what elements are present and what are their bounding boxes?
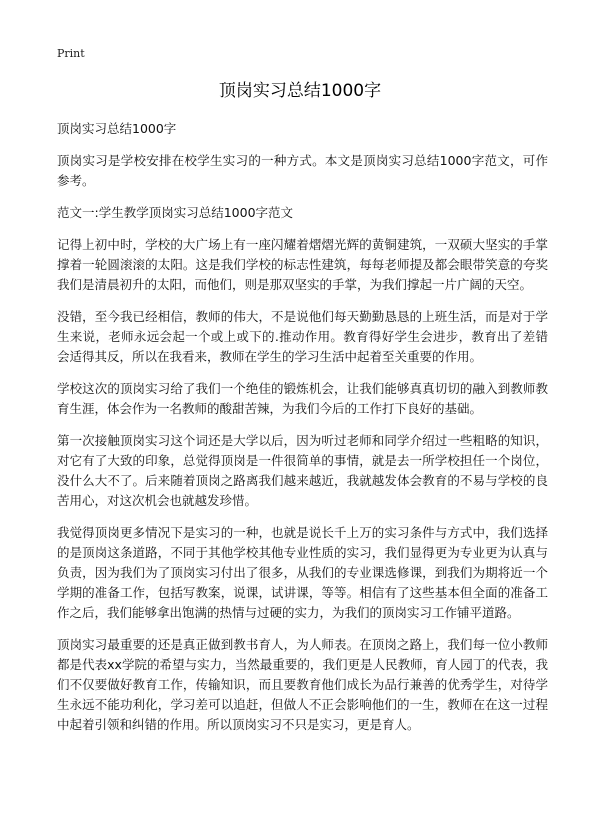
print-link[interactable]: Print xyxy=(57,47,85,60)
paragraph-body-5: 我觉得顶岗更多情况下是实习的一种，也就是说长千上万的实习条件与方式中，我们选择的是顶岗这条道路，不同于其他学校其他专业性质的实习，我们显得更为专业更为认真与负责，因为我们为了顶岗实习付出了很多，从我们的专业课选修课，到我们为期将近一个学期的准备工作，包括写教案，说课，试讲课，等等。相信有了这些基本但全面的准备工作之后，我们能够拿出饱满的热情与过硬的实力，为我们的顶岗实习工作铺平道路。 xyxy=(57,525,548,620)
paragraph-subtitle: 顶岗实习总结1000字 xyxy=(57,121,177,136)
paragraph-sample-heading: 范文一:学生教学顶岗实习总结1000字范文 xyxy=(57,205,294,220)
paragraph-body-1: 记得上初中时，学校的大广场上有一座闪耀着熠熠光辉的黄铜建筑，一双硕大坚实的手掌撑着一轮圆滚滚的太阳。这是我们学校的标志性建筑，每每老师提及都会眼带笑意的夸奖我们是清晨初升的太阳，而他们，则是那双坚实的手掌，为我们撑起一片广阔的天空。 xyxy=(57,237,548,292)
paragraph-body-4: 第一次接触顶岗实习这个词还是大学以后，因为听过老师和同学介绍过一些粗略的知识，对它有了大致的印象，总觉得顶岗是一件很简单的事情，就是去一所学校担任一个岗位，没什么大不了。后来随着顶岗之路离我们越来越近，我就越发体会教育的不易与学校的良苦用心，对这次机会也就越发珍惜。 xyxy=(57,433,548,508)
paragraph-body-2: 没错，至今我已经相信，教师的伟大，不是说他们每天勤勤恳恳的上班生活，而是对于学生来说，老师永远会起一个或上或下的.推动作用。教育得好学生会进步，教育出了差错会适得其反，所以在我看来，教师在学生的学习生活中起着至关重要的作用。 xyxy=(57,309,548,364)
page-title: 顶岗实习总结1000字 xyxy=(218,81,382,101)
paragraph-intro: 顶岗实习是学校安排在校学生实习的一种方式。本文是顶岗实习总结1000字范文，可作参考。 xyxy=(57,153,548,188)
article-body xyxy=(57,119,548,747)
paragraph-body-6: 顶岗实习最重要的还是真正做到教书育人，为人师表。在顶岗之路上，我们每一位小教师都是代表xx学院的希望与实力，当然最重要的，我们更是人民教师，育人园丁的代表，我们不仅要做好教育工作，传输知识，而且要教育他们成长为品行兼善的优秀学生，对待学生永远不能功利化，学习差可以追赶，但做人不正会影响他们的一生，教师在在这一过程中起着引领和纠错的作用。所以顶岗实习不只是实习，更是育人。 xyxy=(57,637,548,732)
paragraph-body-3: 学校这次的顶岗实习给了我们一个绝佳的锻炼机会，让我们能够真真切切的融入到教师教育生涯，体会作为一名教师的酸甜苦辣，为我们今后的工作打下良好的基础。 xyxy=(57,381,548,416)
